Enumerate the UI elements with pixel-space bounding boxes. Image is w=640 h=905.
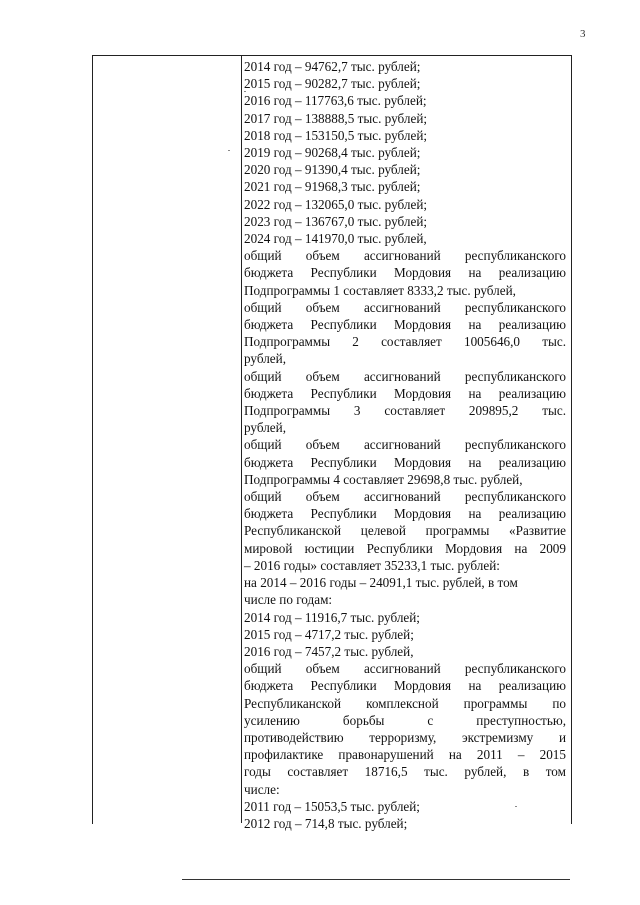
text-line: Подпрограммы 2 составляет 1005646,0 тыс. xyxy=(244,334,566,350)
text-line: 2019 год – 90268,4 тыс. рублей; xyxy=(244,145,421,161)
text-line: 2023 год – 136767,0 тыс. рублей; xyxy=(244,213,428,229)
page-number: 3 xyxy=(580,28,586,40)
text-line: 2014 год – 11916,7 тыс. рублей; xyxy=(244,609,420,625)
column-divider xyxy=(241,55,242,823)
text-line: 2022 год – 132065,0 тыс. рублей; xyxy=(244,196,428,212)
text-line: на 2014 – 2016 годы – 24091,1 тыс. рублей, в том xyxy=(244,575,518,591)
bottom-rule xyxy=(182,879,570,880)
text-line: 2018 год – 153150,5 тыс. рублей; xyxy=(244,127,428,143)
text-line: рублей, xyxy=(244,351,287,367)
text-line: общий объем ассигнований республиканского xyxy=(244,248,566,264)
funding-text-cell xyxy=(244,58,566,832)
text-line: бюджета Республики Мордовия на реализацию xyxy=(244,454,566,470)
text-line: 2015 год – 90282,7 тыс. рублей; xyxy=(244,76,421,92)
text-line: 2016 год – 117763,6 тыс. рублей; xyxy=(244,93,427,109)
scan-speck xyxy=(228,150,230,151)
text-line: 2015 год – 4717,2 тыс. рублей; xyxy=(244,626,414,642)
text-line: 2011 год – 15053,5 тыс. рублей; xyxy=(244,798,420,814)
text-line: бюджета Республики Мордовия на реализацию xyxy=(244,317,566,333)
text-line: 2012 год – 714,8 тыс. рублей; xyxy=(244,815,408,831)
text-line: Республиканской комплексной программы по xyxy=(244,695,566,711)
text-line: 2021 год – 91968,3 тыс. рублей; xyxy=(244,179,421,195)
text-line: профилактике правонарушений на 2011 – 2015 xyxy=(244,747,566,763)
scan-speck xyxy=(515,806,517,807)
text-line: числе: xyxy=(244,781,280,797)
text-line: 2024 год – 141970,0 тыс. рублей, xyxy=(244,231,427,247)
text-line: общий объем ассигнований республиканского xyxy=(244,489,566,505)
text-line: 2016 год – 7457,2 тыс. рублей, xyxy=(244,643,414,659)
text-line: Подпрограммы 1 составляет 8333,2 тыс. рублей, xyxy=(244,282,516,298)
text-line: Республиканской целевой программы «Развитие xyxy=(244,523,566,539)
text-line: бюджета Республики Мордовия на реализацию xyxy=(244,506,566,522)
text-line: бюджета Республики Мордовия на реализацию xyxy=(244,678,566,694)
text-line: общий объем ассигнований республиканского xyxy=(244,299,566,315)
text-line: мировой юстиции Республики Мордовия на 2009 xyxy=(244,540,566,556)
text-line: бюджета Республики Мордовия на реализацию xyxy=(244,385,566,401)
text-line: 2017 год – 138888,5 тыс. рублей; xyxy=(244,110,428,126)
text-line: – 2016 годы» составляет 35233,1 тыс. рублей: xyxy=(244,557,500,573)
text-line: общий объем ассигнований республиканского xyxy=(244,437,566,453)
text-line: 2014 год – 94762,7 тыс. рублей; xyxy=(244,59,421,74)
text-line: рублей, xyxy=(244,420,287,436)
text-line: числе по годам: xyxy=(244,592,333,608)
text-line: общий объем ассигнований республиканского xyxy=(244,368,566,384)
text-line: Подпрограммы 3 составляет 209895,2 тыс. xyxy=(244,403,566,419)
text-line: общий объем ассигнований республиканского xyxy=(244,661,566,677)
text-line: усилению борьбы с преступностью, xyxy=(244,712,566,728)
text-line: 2020 год – 91390,4 тыс. рублей; xyxy=(244,162,421,178)
text-line: годы составляет 18716,5 тыс. рублей, в том xyxy=(244,764,566,780)
text-line: Подпрограммы 4 составляет 29698,8 тыс. рублей, xyxy=(244,471,523,487)
scan-speck xyxy=(244,91,246,92)
text-line: противодействию терроризму, экстремизму и xyxy=(244,729,566,745)
text-line: бюджета Республики Мордовия на реализацию xyxy=(244,265,566,281)
